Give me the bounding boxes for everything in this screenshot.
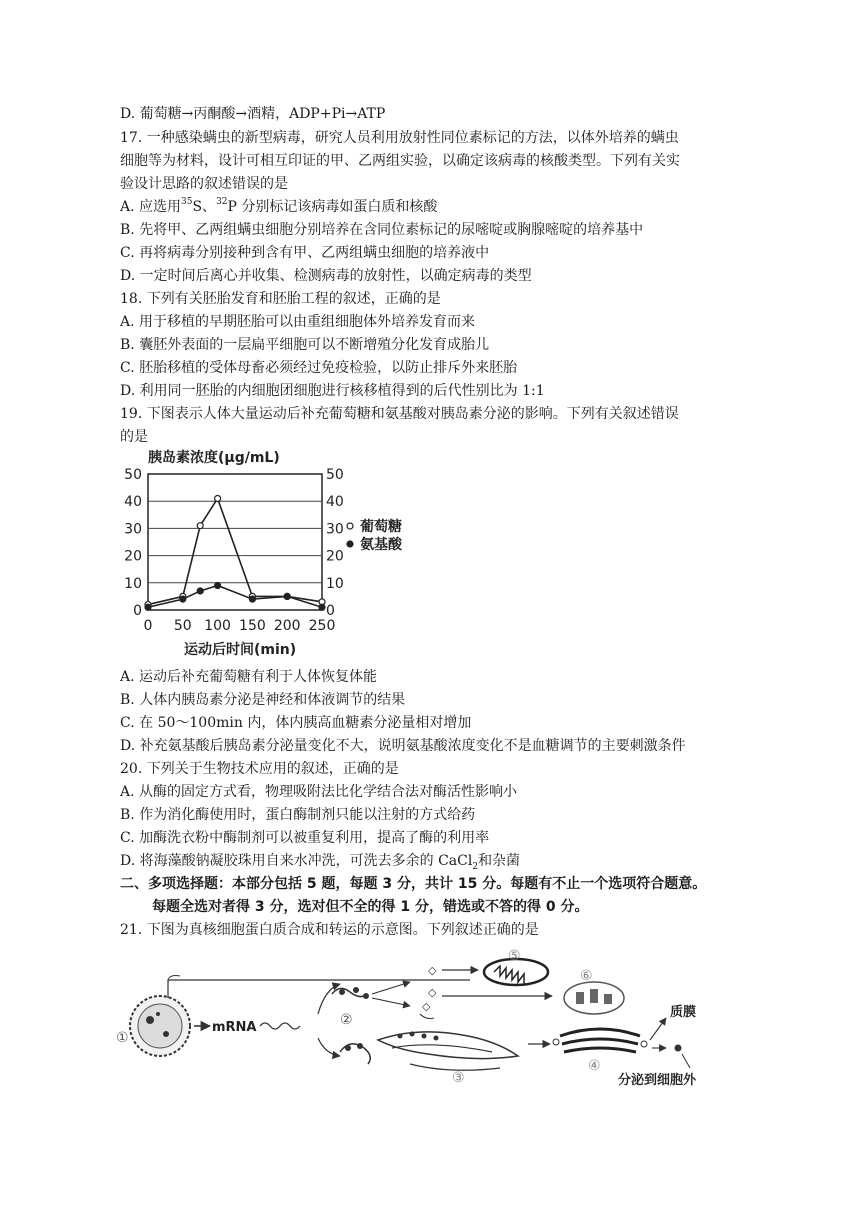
q19-stem-line-2: 的是	[120, 429, 148, 445]
chart-title: 胰岛素浓度(μg/mL)	[148, 450, 280, 466]
data-point-2	[197, 588, 203, 594]
q17-option-a-mid: S、	[192, 199, 217, 215]
y-tick-label-left: 50	[124, 467, 142, 483]
y-tick-label-left: 30	[124, 521, 142, 538]
data-point-2	[215, 583, 221, 589]
insulin-chart	[110, 446, 410, 660]
y-tick-label-left: 0	[133, 603, 142, 619]
legend-marker	[347, 523, 353, 529]
y-tick-label-right: 40	[326, 494, 344, 511]
golgi-apparatus	[553, 1029, 647, 1052]
label-2: ②	[340, 1012, 353, 1028]
data-point-2	[249, 596, 255, 602]
q20-stem: 20. 下列关于生物技术应用的叙述，正确的是	[120, 761, 399, 777]
isotope-s35: 35	[181, 197, 193, 207]
q19-option-b: B. 人体内胰岛素分泌是神经和体液调节的结果	[120, 692, 406, 708]
y-tick-label-left: 10	[124, 575, 142, 592]
x-tick-label: 0	[143, 618, 153, 634]
plot-frame	[148, 474, 322, 610]
y-tick-label-right: 0	[326, 603, 335, 619]
q16-option-d: D. 葡萄糖→丙酮酸→酒精，ADP+Pi→ATP	[120, 106, 386, 122]
y-tick-label-left: 40	[124, 494, 142, 511]
q17-option-d: D. 一定时间后离心并收集、检测病毒的放射性，以确定病毒的类型	[120, 268, 532, 284]
q18-option-b: B. 囊胚外表面的一层扁平细胞可以不断增殖分化发育成胎儿	[120, 337, 490, 353]
y-tick-label-right: 20	[326, 548, 344, 565]
data-point-1	[197, 523, 203, 529]
mrna-label: mRNA	[212, 1020, 257, 1035]
protein-glyphs: ◇	[428, 964, 437, 977]
legend-label: 葡萄糖	[360, 519, 402, 535]
q17-stem-line-3: 验设计思路的叙述错误的是	[120, 176, 288, 192]
chloroplast	[564, 982, 624, 1014]
membrane-label: 质膜	[670, 1005, 697, 1020]
x-tick-label: 250	[308, 618, 336, 634]
protein-glyphs-3: ◇	[422, 1000, 431, 1013]
data-point-2	[145, 604, 151, 610]
q20-option-c: C. 加酶洗衣粉中酶制剂可以被重复利用，提高了酶的利用率	[120, 830, 490, 846]
q17-option-a-post: P 分别标记该病毒如蛋白质和核酸	[227, 199, 438, 215]
q18-option-a: A. 用于移植的早期胚胎可以由重组细胞体外培养发育而来	[120, 314, 476, 330]
q20-option-d-post: 和杂菌	[478, 853, 521, 869]
section-2-heading-1: 二、多项选择题：本部分包括 5 题，每题 3 分，共计 15 分。每题有不止一个选项符合题意。	[120, 876, 707, 892]
q20-option-a: A. 从酶的固定方式看，物理吸附法比化学结合法对酶活性影响小	[120, 784, 518, 800]
q17-stem-line-1: 17. 一种感染螨虫的新型病毒，研究人员利用放射性同位素标记的方法，以体外培养的螨虫	[120, 130, 679, 146]
isotope-p32: 32	[216, 197, 228, 207]
q18-option-d: D. 利用同一胚胎的内细胞团细胞进行核移植得到的后代性别比为 1:1	[120, 383, 545, 399]
data-point-2	[319, 604, 325, 610]
y-tick-label-left: 20	[124, 548, 142, 565]
legend-marker	[347, 541, 353, 547]
x-tick-label: 200	[273, 618, 301, 634]
x-ticks	[144, 618, 336, 634]
label-1: ①	[116, 1030, 129, 1046]
secrete-label: 分泌到细胞外	[618, 1073, 697, 1088]
protein-glyphs-2: ◇	[428, 986, 437, 999]
chart-grid	[148, 474, 322, 610]
q17-option-a	[120, 197, 437, 217]
label-5: ⑤	[508, 948, 521, 964]
label-3: ③	[452, 1070, 465, 1086]
label-6: ⑥	[580, 968, 593, 984]
q19-option-a: A. 运动后补充葡萄糖有利于人体恢复体能	[120, 669, 378, 685]
y-ticks-left	[124, 467, 142, 619]
protein-transport-diagram	[110, 944, 750, 1094]
q17-option-a-pre: A. 应选用	[120, 199, 182, 215]
x-axis-label: 运动后时间(min)	[184, 642, 297, 658]
q19-stem-line-1: 19. 下图表示人体大量运动后补充葡萄糖和氨基酸对胰岛素分泌的影响。下列有关叙述错误	[120, 406, 679, 422]
series-line-2	[148, 586, 322, 608]
q18-option-c: C. 胚胎移植的受体母畜必须经过免疫检验，以防止排斥外来胚胎	[120, 360, 518, 376]
cacl2-subscript: 2	[472, 861, 479, 872]
x-tick-label: 50	[173, 618, 192, 634]
label-4: ④	[588, 1058, 601, 1074]
q17-option-c: C. 再将病毒分别接种到含有甲、乙两组螨虫细胞的培养液中	[120, 245, 490, 261]
series-line-1	[148, 498, 322, 604]
section-2-heading-2: 每题全选对者得 3 分，选对但不全的得 1 分，错选或不答的得 0 分。	[152, 899, 589, 915]
y-tick-label-right: 30	[326, 521, 344, 538]
y-tick-label-right: 50	[326, 467, 344, 483]
free-ribosome	[332, 987, 369, 999]
q17-stem-line-2: 细胞等为材料，设计可相互印证的甲、乙两组实验，以确定该病毒的核酸类型。下列有关实	[120, 153, 680, 169]
rough-er	[340, 1032, 518, 1071]
q20-option-d-pre: D. 将海藻酸钠凝胶珠用自来水冲洗，可洗去多余的 CaCl	[120, 853, 473, 869]
q17-option-b: B. 先将甲、乙两组螨虫细胞分别培养在含同位素标记的尿嘧啶或胸腺嘧啶的培养基中	[120, 222, 644, 238]
y-ticks-right	[326, 467, 344, 619]
y-tick-label-right: 10	[326, 575, 344, 592]
x-tick-label: 150	[239, 618, 266, 634]
q19-option-c: C. 在 50～100min 内，体内胰高血糖素分泌量相对增加	[120, 715, 472, 731]
q20-option-d	[120, 851, 520, 877]
q21-stem: 21. 下图为真核细胞蛋白质合成和转运的示意图。下列叙述正确的是	[120, 922, 539, 938]
data-point-2	[180, 596, 186, 602]
chart-series	[145, 495, 325, 610]
x-tick-label: 100	[204, 618, 231, 634]
q20-option-b: B. 作为消化酶使用时，蛋白酶制剂只能以注射的方式给药	[120, 807, 476, 823]
chart-legend	[347, 518, 403, 553]
data-point-2	[284, 593, 290, 599]
data-point-1	[215, 495, 221, 501]
secretory-vesicle	[675, 1045, 682, 1052]
nucleus	[130, 996, 190, 1056]
q18-stem: 18. 下列有关胚胎发育和胚胎工程的叙述，正确的是	[120, 291, 441, 307]
q19-option-d: D. 补充氨基酸后胰岛素分泌量变化不大，说明氨基酸浓度变化不是血糖调节的主要刺激条件	[120, 738, 686, 754]
legend-label: 氨基酸	[360, 537, 402, 553]
